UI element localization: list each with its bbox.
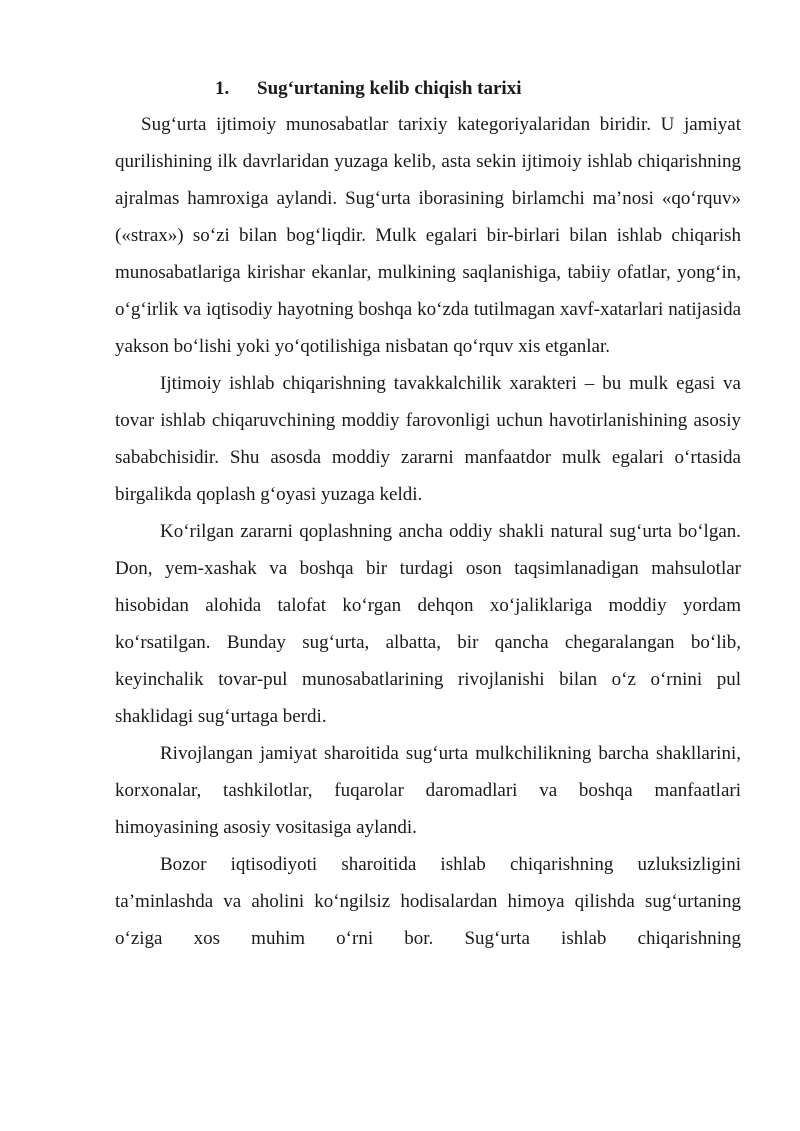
paragraph-2: Ijtimoiy ishlab chiqarishning tavakkalchilik xarakteri – bu mulk egasi va tovar ishlab chiqaruvchining moddiy farovonligi uchun havotirlanishining asosiy sababchisidir. Shu asosda moddiy zararni manfaatdor mulk egalari o‘rtasida birgalikda qoplash g‘oyasi yuzaga keldi. <box>115 373 741 505</box>
section-title: Sug‘urtaning kelib chiqish tarixi <box>257 78 522 99</box>
section-heading <box>115 76 741 102</box>
section-number: 1. <box>215 78 230 99</box>
document-page <box>115 76 741 957</box>
paragraph-3: Ko‘rilgan zararni qoplashning ancha oddiy shakli natural sug‘urta bo‘lgan. Don, yem-xashak va boshqa bir turdagi oson taqsimlanadigan mahsulotlar hisobidan alohida talofat ko‘rgan dehqon xo‘jaliklariga moddiy yordam ko‘rsatilgan. Bunday sug‘urta, albatta, bir qancha chegaralangan bo‘lib, keyinchalik tovar-pul munosabatlarining rivojlanishi bilan o‘z o‘rnini pul shaklidagi sug‘urtaga berdi. <box>115 521 741 727</box>
paragraph-4: Rivojlangan jamiyat sharoitida sug‘urta mulkchilikning barcha shakllarini, korxonalar, tashkilotlar, fuqarolar daromadlari va boshqa manfaatlari himoyasining asosiy vositasiga aylandi. <box>115 743 741 838</box>
paragraph-5: Bozor iqtisodiyoti sharoitida ishlab chiqarishning uzluksizligini ta’minlashda va aholini ko‘ngilsiz hodisalardan himoya qilishda sug‘urtaning o‘ziga xos muhim o‘rni bor. Sug‘urta ishlab chiqarishning <box>115 854 741 949</box>
paragraph-1: Sug‘urta ijtimoiy munosabatlar tarixiy kategoriyalaridan biridir. U jamiyat qurilishining ilk davrlaridan yuzaga kelib, asta sekin ijtimoiy ishlab chiqarishning ajralmas hamroxiga aylandi. Sug‘urta iborasining birlamchi ma’nosi «qo‘rquv» («strax») so‘zi bilan bog‘liqdir. Mulk egalari bir-birlari bilan ishlab chiqarish munosabatlariga kirishar ekanlar, mulkining saqlanishiga, tabiiy ofatlar, yong‘in, o‘g‘irlik va iqtisodiy hayotning boshqa ko‘zda tutilmagan xavf-xatarlari natijasida yakson bo‘lishi yoki yo‘qotilishiga nisbatan qo‘rquv xis etganlar. <box>115 114 741 357</box>
